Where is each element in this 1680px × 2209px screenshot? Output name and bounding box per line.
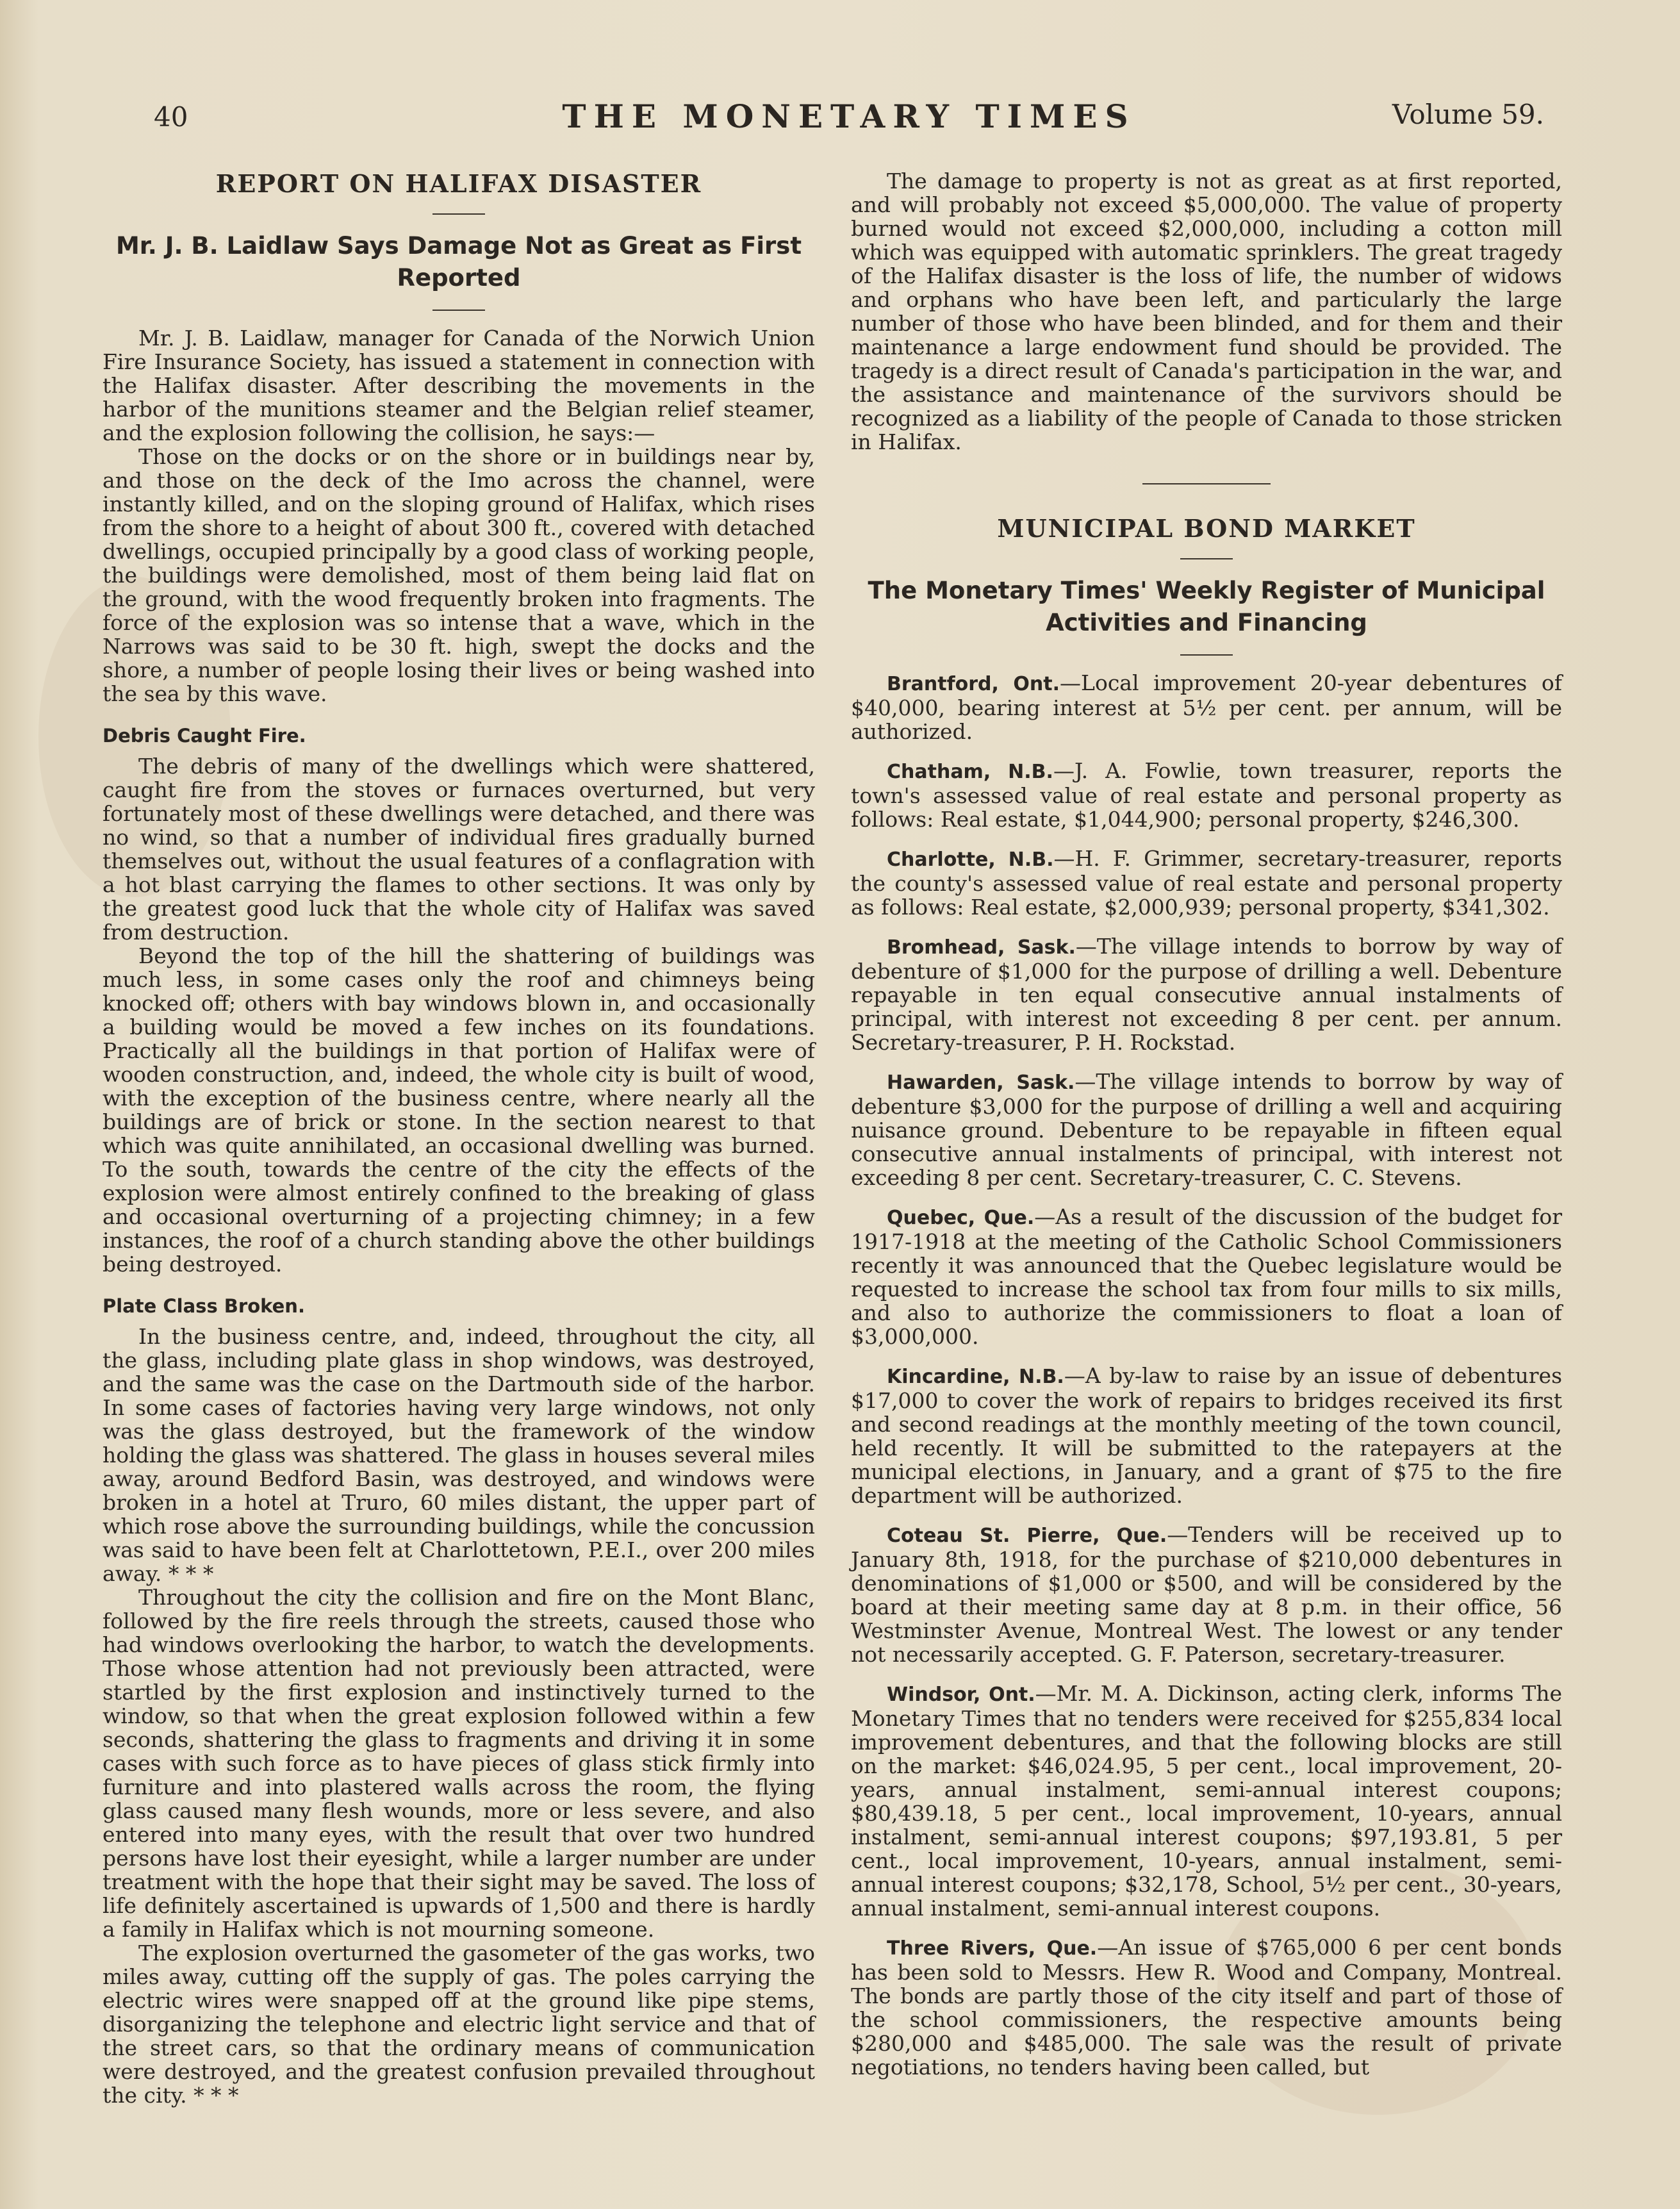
bond-entry (851, 1523, 1562, 1666)
place-name: Bromhead, Sask. (887, 936, 1076, 959)
paragraph: Beyond the top of the hill the shattering of buildings was much less, in some cases only the roof and chimneys being knocked off; others with bay windows blown in, and occasionally a building would be moved a few inches on its foundations. Practically all the buildings in that portion of Halifax were of wooden construction, and, indeed, the whole city is built of wood, with the exception of the business centre, where nearly all the buildings are of brick or stone. In the section nearest to that which was quite annihilated, an occasional dwelling was burned. To the south, towards the centre of the city the effects of the explosion were almost entirely confined to the breaking of glass and occasional overturning of a projecting chimney; in a few instances, the roof of a church standing above the other buildings being destroyed. (103, 943, 815, 1277)
place-name: Coteau St. Pierre, Que. (887, 1525, 1167, 1547)
section-heading: Debris Caught Fire. (103, 725, 306, 747)
left-column (103, 160, 815, 2107)
place-name: Hawarden, Sask. (887, 1071, 1075, 1094)
page-number: 40 (154, 101, 188, 133)
bond-entry (851, 934, 1562, 1054)
place-name: Chatham, N.B. (887, 761, 1053, 783)
section-subheadline: The Monetary Times' Weekly Register of Municipal Activities and Financing (868, 577, 1545, 636)
entry-text: —Mr. M. A. Dickinson, acting clerk, informs The Monetary Times that no tenders were received for $255,834 local improvement debentures, and that the following blocks are still on the market: $46,024.95, 5 per cent., local improvement, 20-years, annual instalment, semi-annual interest coupons; $80,439.18, 5 per cent., local improvement, 10-years, annual instalment, semi-annual interest coupons; $97,193.81, 5 per cent., local improvement, 10-years, annual instalment, semi-annual interest coupons; $32,178, School, 5½ per cent., 30-years, annual instalment, semi-annual interest coupons. (851, 1681, 1562, 1921)
volume-label: Volume 59. (1392, 99, 1544, 130)
place-name: Brantford, Ont. (887, 673, 1060, 695)
entry-text: —The village intends to borrow by way of debenture of $1,000 for the purpose of drilling a well. Debenture repayable in ten equal consecutive annual instalments of principal, with interest not exceeding 8 per cent. per annum. Secretary-treasurer, P. H. Rockstad. (851, 934, 1562, 1055)
entry-text: —Tenders will be received up to January 8th, 1918, for the purchase of $210,000 debentures in denominations of $1,000 or $500, and will be considered by the board at their meeting same day at 8 p.m. in their office, 56 Westminster Avenue, Montreal West. The lowest or any tender not necessarily accepted. G. F. Paterson, secretary-treasurer. (851, 1522, 1562, 1667)
paragraph: The explosion overturned the gasometer of the gas works, two miles away, cutting off the supply of gas. The poles carrying the electric wires were snapped off at the ground like pipe stems, disorganizing the telephone and electric light service and that of the street cars, so that the ordinary means of communication were destroyed, and the greatest confusion prevailed throughout the city. * * * (103, 1940, 815, 2108)
article-headline: REPORT ON HALIFAX DISASTER (215, 169, 702, 198)
divider (1142, 483, 1271, 484)
paragraph: Those on the docks or on the shore or in buildings near by, and those on the deck of the Imo across the channel, were instantly killed, and on the sloping ground of Halifax, which rises from the shore to a height of about 300 ft., covered with detached dwellings, occupied principally by a good class of working people, the buildings were demolished, most of them being laid flat on the ground, with the wood frequently broken into fragments. The force of the explosion was so intense that a wave, which in the Narrows was said to be 30 ft. high, swept the docks and the shore, a number of people losing their lives or being washed into the sea by this wave. (103, 444, 815, 706)
right-column (851, 160, 1562, 2094)
place-name: Charlotte, N.B. (887, 848, 1054, 871)
article-body-3 (103, 1325, 815, 2107)
entry-text: —A by-law to raise by an issue of debentures $17,000 to cover the work of repairs to bridges received its first and second readings at the monthly meeting of the town council, held recently. It will be submitted to the ratepayers at the municipal elections, in January, and a grant of $75 to the fire department will be authorized. (851, 1363, 1563, 1508)
article-body-1 (103, 326, 815, 706)
paragraph: Mr. J. B. Laidlaw, manager for Canada of the Norwich Union Fire Insurance Society, has issued a statement in connection with the Halifax disaster. After describing the movements in the harbor of the munitions steamer and the Belgian relief steamer, and the explosion following the collision, he says:— (103, 326, 815, 445)
bond-entry (851, 1364, 1562, 1507)
bond-entry (851, 1205, 1562, 1348)
divider (432, 310, 485, 311)
entry-text: —J. A. Fowlie, town treasurer, reports the town's assessed value of real estate and personal property as follows: Real estate, $1,044,900; personal property, $246,300. (851, 758, 1562, 832)
entry-text: —The village intends to borrow by way of debenture $3,000 for the purpose of drilling a well and acquiring nuisance ground. Debenture to be repayable in fifteen equal consecutive annual instalments of principal, with interest not exceeding 8 per cent. Secretary-treasurer, C. C. Stevens. (851, 1069, 1562, 1190)
page-header (154, 95, 1544, 140)
bond-entry (851, 1682, 1562, 1920)
place-name: Kincardine, N.B. (887, 1366, 1064, 1388)
bond-entry (851, 671, 1562, 743)
bond-entry (851, 1070, 1562, 1189)
paragraph: The damage to property is not as great as at first reported, and will probably not exceed $5,000,000. The value of property burned would not exceed $2,000,000, including a cotton mill which was equipped with automatic sprinklers. The great tragedy of the Halifax disaster is the loss of life, the number of widows and orphans who have been left, and particularly the large number of those who have been blinded, and for them and their maintenance a large endowment fund should be provided. The tragedy is a direct result of Canada's participation in the war, and the assistance and maintenance of the survivors should be recognized as a liability of the people of Canada to those stricken in Halifax. (851, 169, 1562, 454)
place-name: Three Rivers, Que. (887, 1937, 1098, 1960)
article-body-2 (103, 754, 815, 1276)
publication-title: THE MONETARY TIMES (562, 97, 1136, 135)
divider (432, 213, 485, 215)
divider (1180, 654, 1233, 656)
paragraph: The debris of many of the dwellings which were shattered, caught fire from the stoves or furnaces overturned, but very fortunately most of these dwellings were detached, and there was no wind, so that a number of individual fires gradually burned themselves out, without the usual features of a conflagration with a hot blast carrying the flames to other sections. It was only by the greatest good luck that the whole city of Halifax was saved from destruction. (103, 754, 815, 945)
bond-entry (851, 847, 1562, 919)
entry-text: —Local improvement 20-year debentures of $40,000, bearing interest at 5½ per cent. per annum, will be authorized. (851, 670, 1562, 744)
entry-text: —As a result of the discussion of the budget for 1917-1918 at the meeting of the Catholic School Commissioners recently it was announced that the Quebec legislature would be requested to increase the school tax from four mills to six mills, and also to authorize the commissioners to float a loan of $3,000,000. (851, 1204, 1562, 1349)
section-headline: MUNICIPAL BOND MARKET (997, 514, 1416, 543)
bond-entry (851, 1935, 1562, 2079)
bond-entries (851, 671, 1562, 2079)
place-name: Windsor, Ont. (887, 1684, 1035, 1706)
article-subheadline: Mr. J. B. Laidlaw Says Damage Not as Great as First Reported (115, 232, 802, 292)
entry-text: —H. F. Grimmer, secretary-treasurer, reports the county's assessed value of real estate and personal property as follows: Real estate, $2,000,939; personal property, $341,302. (851, 846, 1562, 920)
divider (1180, 558, 1233, 559)
paragraph: Throughout the city the collision and fire on the Mont Blanc, followed by the fire reels through the streets, caused those who had windows overlooking the harbor, to watch the developments. Those whose attention had not previously been attracted, were startled by the first explosion and instinctively turned to the window, so that when the great explosion followed within a few seconds, shattering the glass to fragments and driving it in some cases with such force as to have pieces of glass stick firmly into furniture and into plastered walls across the room, the flying glass caused many flesh wounds, more or less severe, and also entered into many eyes, with the result that over two hundred persons have lost their eyesight, while a larger number are under treatment with the hope that their sight may be saved. The loss of life definitely ascertained is upwards of 1,500 and there is hardly a family in Halifax which is not mourning someone. (103, 1585, 815, 1942)
bond-entry (851, 759, 1562, 831)
place-name: Quebec, Que. (887, 1207, 1035, 1229)
section-heading: Plate Class Broken. (103, 1295, 305, 1317)
paragraph: In the business centre, and, indeed, throughout the city, all the glass, including plate glass in shop windows, was destroyed, and the same was the case on the Dartmouth side of the harbor. In some cases of factories having very large windows, not only was the glass destroyed, but the framework of the window holding the glass was shattered. The glass in houses several miles away, around Bedford Basin, was destroyed, and windows were broken in a hotel at Truro, 60 miles distant, the upper part of which rose above the surrounding buildings, while the concussion was said to have been felt at Charlottetown, P.E.I., over 200 miles away. * * * (103, 1324, 815, 1586)
entry-text: —An issue of $765,000 6 per cent bonds has been sold to Messrs. Hew R. Wood and Company, Montreal. The bonds are partly those of the city itself and part of those of the school commissioners, the respective amounts being $280,000 and $485,000. The sale was the result of private negotiations, no tenders having been called, but (851, 1935, 1562, 2080)
